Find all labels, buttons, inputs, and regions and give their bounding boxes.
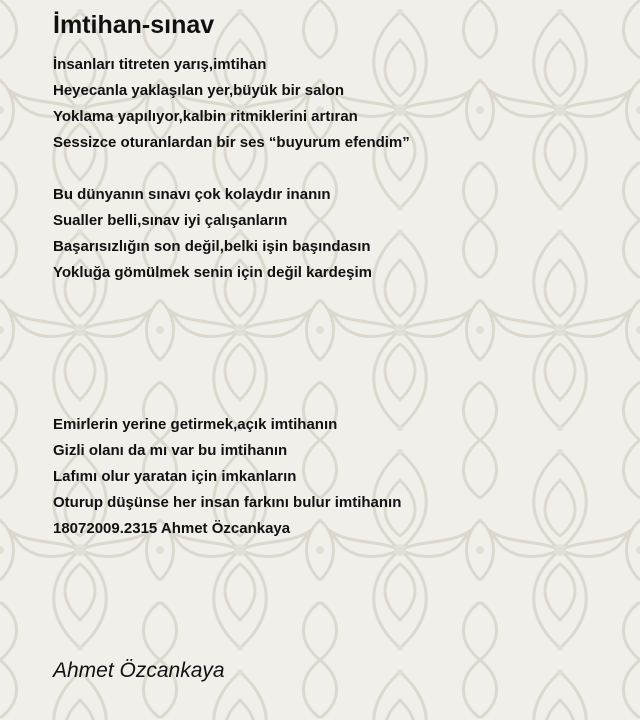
poem-line: Heyecanla yaklaşılan yer,büyük bir salon (53, 82, 344, 99)
poem-date-signature: 18072009.2315 Ahmet Özcankaya (53, 520, 291, 537)
poem-stanza-3 (53, 412, 401, 542)
poem-line: Sessizce oturanlardan bir ses “buyurum efendim” (53, 134, 410, 151)
poem-line: Lafımı olur yaratan için imkanların (53, 468, 297, 485)
author-name: Ahmet Özcankaya (53, 659, 225, 682)
poem-line: Yokluğa gömülmek senin için değil kardeşim (53, 264, 372, 281)
poem-line: Yoklama yapılıyor,kalbin ritmiklerini artıran (53, 108, 358, 125)
poem-stanza-2 (53, 182, 372, 286)
poem-line: Sualler belli,sınav iyi çalışanların (53, 212, 288, 229)
poem-stanza-1 (53, 52, 410, 156)
poem-line: Bu dünyanın sınavı çok kolaydır inanın (53, 186, 331, 203)
poem-title: İmtihan-sınav (53, 11, 215, 39)
poem-line: Emirlerin yerine getirmek,açık imtihanın (53, 416, 338, 433)
poem-line: Başarısızlığın son değil,belki işin başındasın (53, 238, 371, 255)
poem-line: Oturup düşünse her insan farkını bulur imtihanın (53, 494, 402, 511)
poem-line: İnsanları titreten yarış,imtihan (53, 56, 267, 73)
poem-line: Gizli olanı da mı var bu imtihanın (53, 442, 288, 459)
